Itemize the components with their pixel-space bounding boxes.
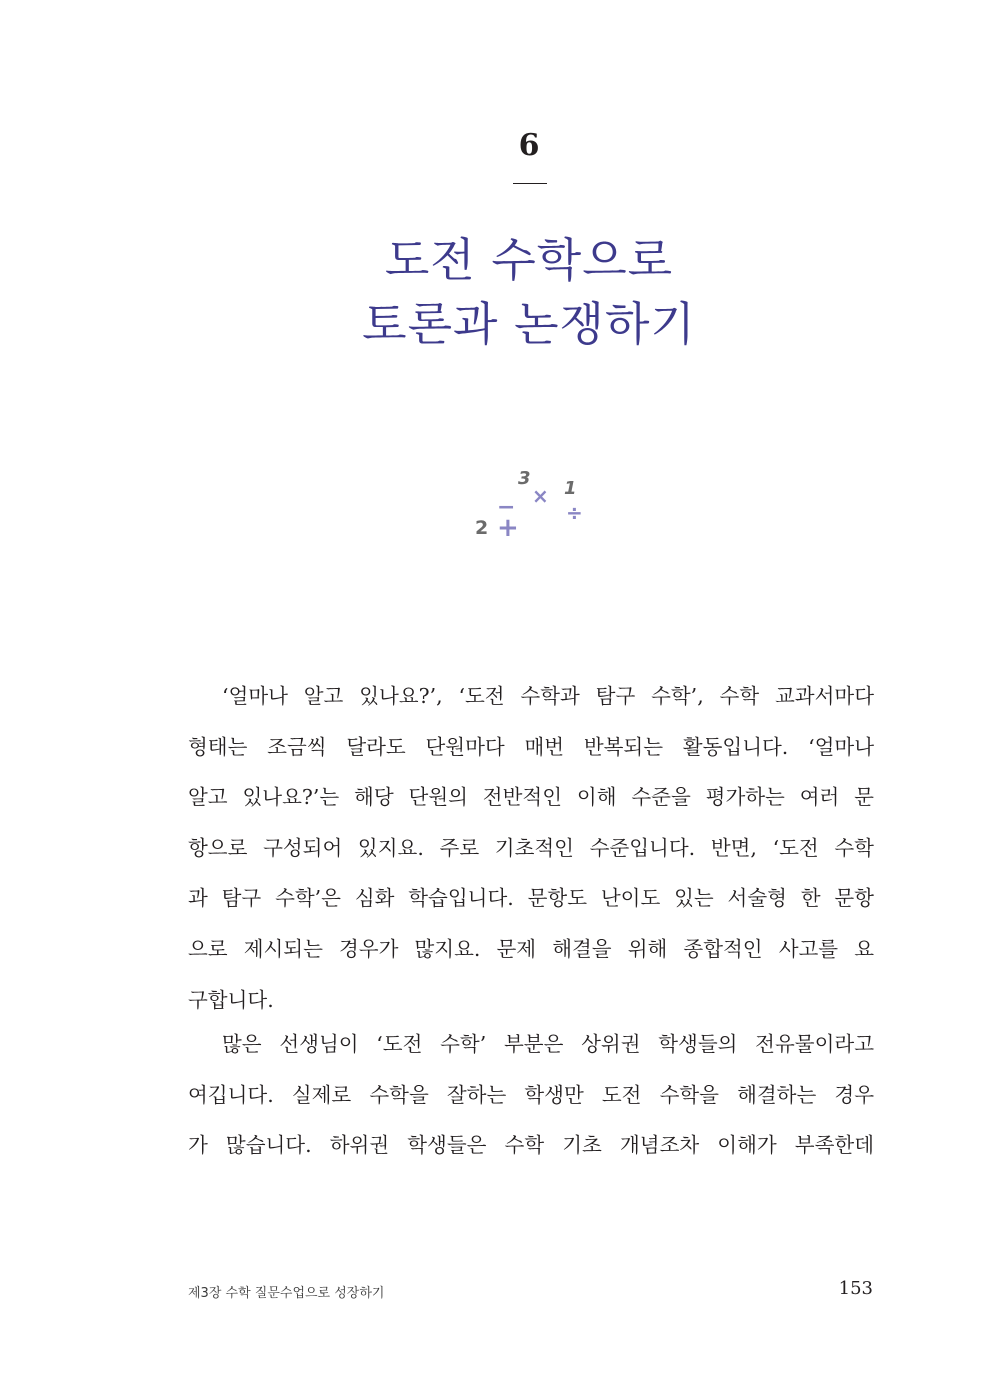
three-digit-icon: 3 xyxy=(518,468,531,489)
text-line: 여깁니다. 실제로 수학을 잘하는 학생만 도전 수학을 해결하는 경우 xyxy=(188,1082,874,1107)
page-number: 153 xyxy=(838,1278,873,1299)
minus-icon: − xyxy=(497,495,516,520)
plus-icon: + xyxy=(497,513,519,543)
one-digit-icon: 1 xyxy=(564,478,577,499)
divide-icon: ÷ xyxy=(566,501,583,525)
times-icon: × xyxy=(532,484,549,508)
chapter-title-line: 토론과 논쟁하기 xyxy=(362,297,696,351)
two-digit-icon: 2 xyxy=(475,517,489,539)
text-line: 구합니다. xyxy=(188,987,274,1012)
running-title: 제3장 수학 질문수업으로 성장하기 xyxy=(188,1286,385,1301)
text-line: 많은 선생님이 ‘도전 수학’ 부분은 상위권 학생들의 전유물이라고 xyxy=(222,1032,874,1056)
text-line: 형태는 조금씩 달라도 단원마다 매번 반복되는 활동입니다. ‘얼마나 xyxy=(188,734,874,759)
text-line: 과 탐구 수학’은 심화 학습입니다. 문항도 난이도 있는 서술형 한 문항 xyxy=(188,886,874,911)
text-line: ‘얼마나 알고 있나요?’, ‘도전 수학과 탐구 수학’, 수학 교과서마다 xyxy=(222,684,874,708)
text-line: 가 많습니다. 하위권 학생들은 수학 기초 개념조차 이해가 부족한데 xyxy=(188,1133,874,1158)
chapter-number: 6 xyxy=(518,128,540,163)
chapter-title xyxy=(0,228,1000,356)
chapter-title-line: 도전 수학으로 xyxy=(384,233,674,287)
body-paragraph-2 xyxy=(188,1019,874,1171)
body-paragraph-1 xyxy=(188,671,874,1025)
text-line: 알고 있나요?’는 해당 단원의 전반적인 이해 수준을 평가하는 여러 문 xyxy=(188,785,874,810)
chapter-rule xyxy=(513,183,547,184)
text-line: 으로 제시되는 경우가 많지요. 문제 해결을 위해 종합적인 사고를 요 xyxy=(188,936,874,961)
text-line: 항으로 구성되어 있지요. 주로 기초적인 수준입니다. 반면, ‘도전 수학 xyxy=(188,835,874,860)
